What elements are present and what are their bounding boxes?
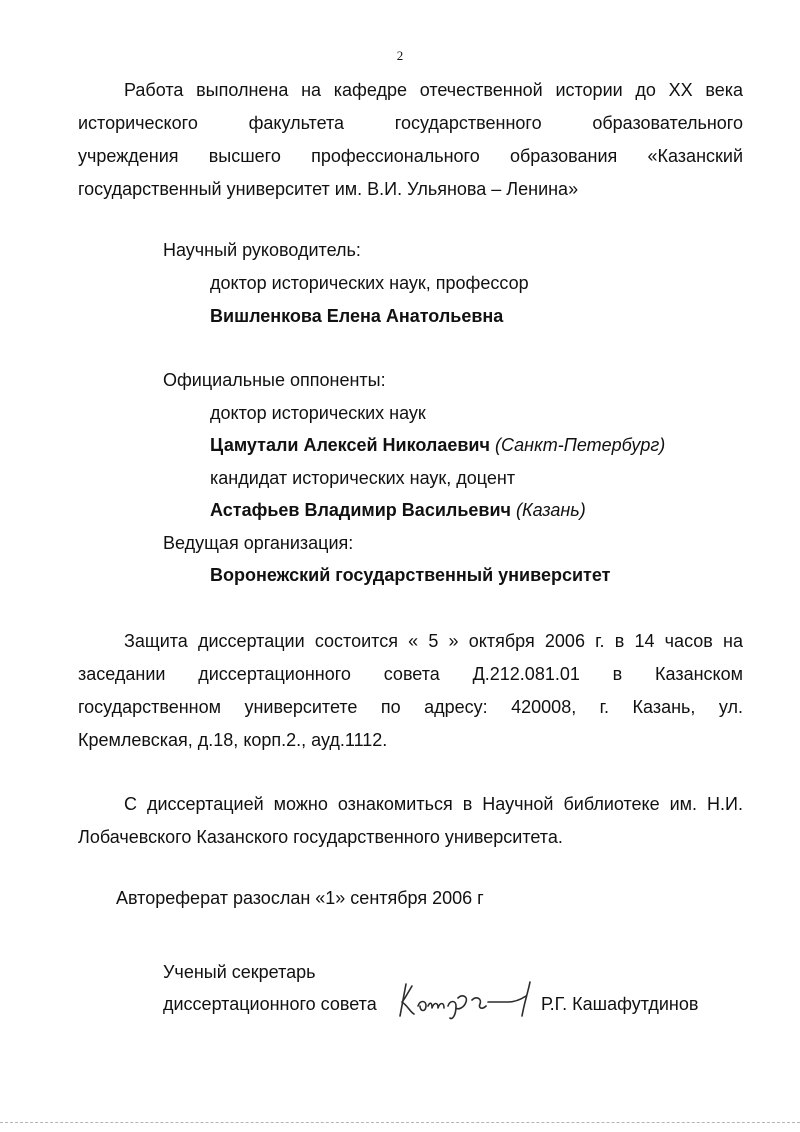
opponent-title: доктор исторических наук	[210, 403, 426, 423]
opponents-heading: Официальные оппоненты:	[163, 370, 386, 390]
opponent-title: кандидат исторических наук, доцент	[210, 468, 516, 488]
intro-line: Работа выполнена на кафедре отечественной истории до XX века	[124, 80, 743, 100]
supervisor-name: Вишленкова Елена Анатольевна	[210, 306, 504, 326]
defense-paragraph	[78, 625, 743, 757]
library-paragraph	[78, 788, 743, 854]
opponent-entry	[210, 499, 586, 521]
defense-line: Защита диссертации состоится « 5 » октября 2006 г. в 14 часов на	[124, 631, 743, 651]
secretary-council: диссертационного совета	[163, 994, 377, 1014]
secretary-name: Р.Г. Кашафутдинов	[541, 994, 699, 1014]
mailing-date: Автореферат разослан «1» сентября 2006 г	[116, 888, 484, 908]
intro-line: исторического факультета государственного образовательного	[78, 113, 743, 133]
opponent-entry	[210, 434, 665, 456]
opponent-city: (Санкт-Петербург)	[494, 435, 666, 455]
lead-org-name: Воронежский государственный университет	[210, 565, 611, 585]
library-line: Лобачевского Казанского государственного университета.	[78, 827, 563, 847]
intro-paragraph	[78, 74, 743, 206]
defense-line: Кремлевская, д.18, корп.2., ауд.1112.	[78, 730, 388, 750]
opponent-name: Цамутали Алексей Николаевич	[210, 435, 490, 455]
lead-org-heading: Ведущая организация:	[163, 533, 354, 553]
supervisor-title: доктор исторических наук, профессор	[210, 273, 529, 293]
intro-line: государственный университет им. В.И. Ульянова – Ленина»	[78, 179, 579, 199]
defense-line: заседании диссертационного совета Д.212.081.01 в Казанском	[78, 664, 743, 684]
library-line: С диссертацией можно ознакомиться в Научной библиотеке им. Н.И.	[124, 794, 743, 814]
secretary-title: Ученый секретарь	[163, 962, 316, 982]
handwritten-signature	[396, 976, 546, 1022]
page-number: 2	[396, 48, 404, 63]
intro-line: учреждения высшего профессионального образования «Казанский	[78, 146, 743, 166]
opponent-name: Астафьев Владимир Васильевич	[210, 500, 511, 520]
supervisor-heading: Научный руководитель:	[163, 240, 361, 260]
opponent-city: (Казань)	[516, 500, 586, 520]
page-bottom-edge	[0, 1122, 800, 1123]
defense-line: государственном университете по адресу: 420008, г. Казань, ул.	[78, 697, 743, 717]
